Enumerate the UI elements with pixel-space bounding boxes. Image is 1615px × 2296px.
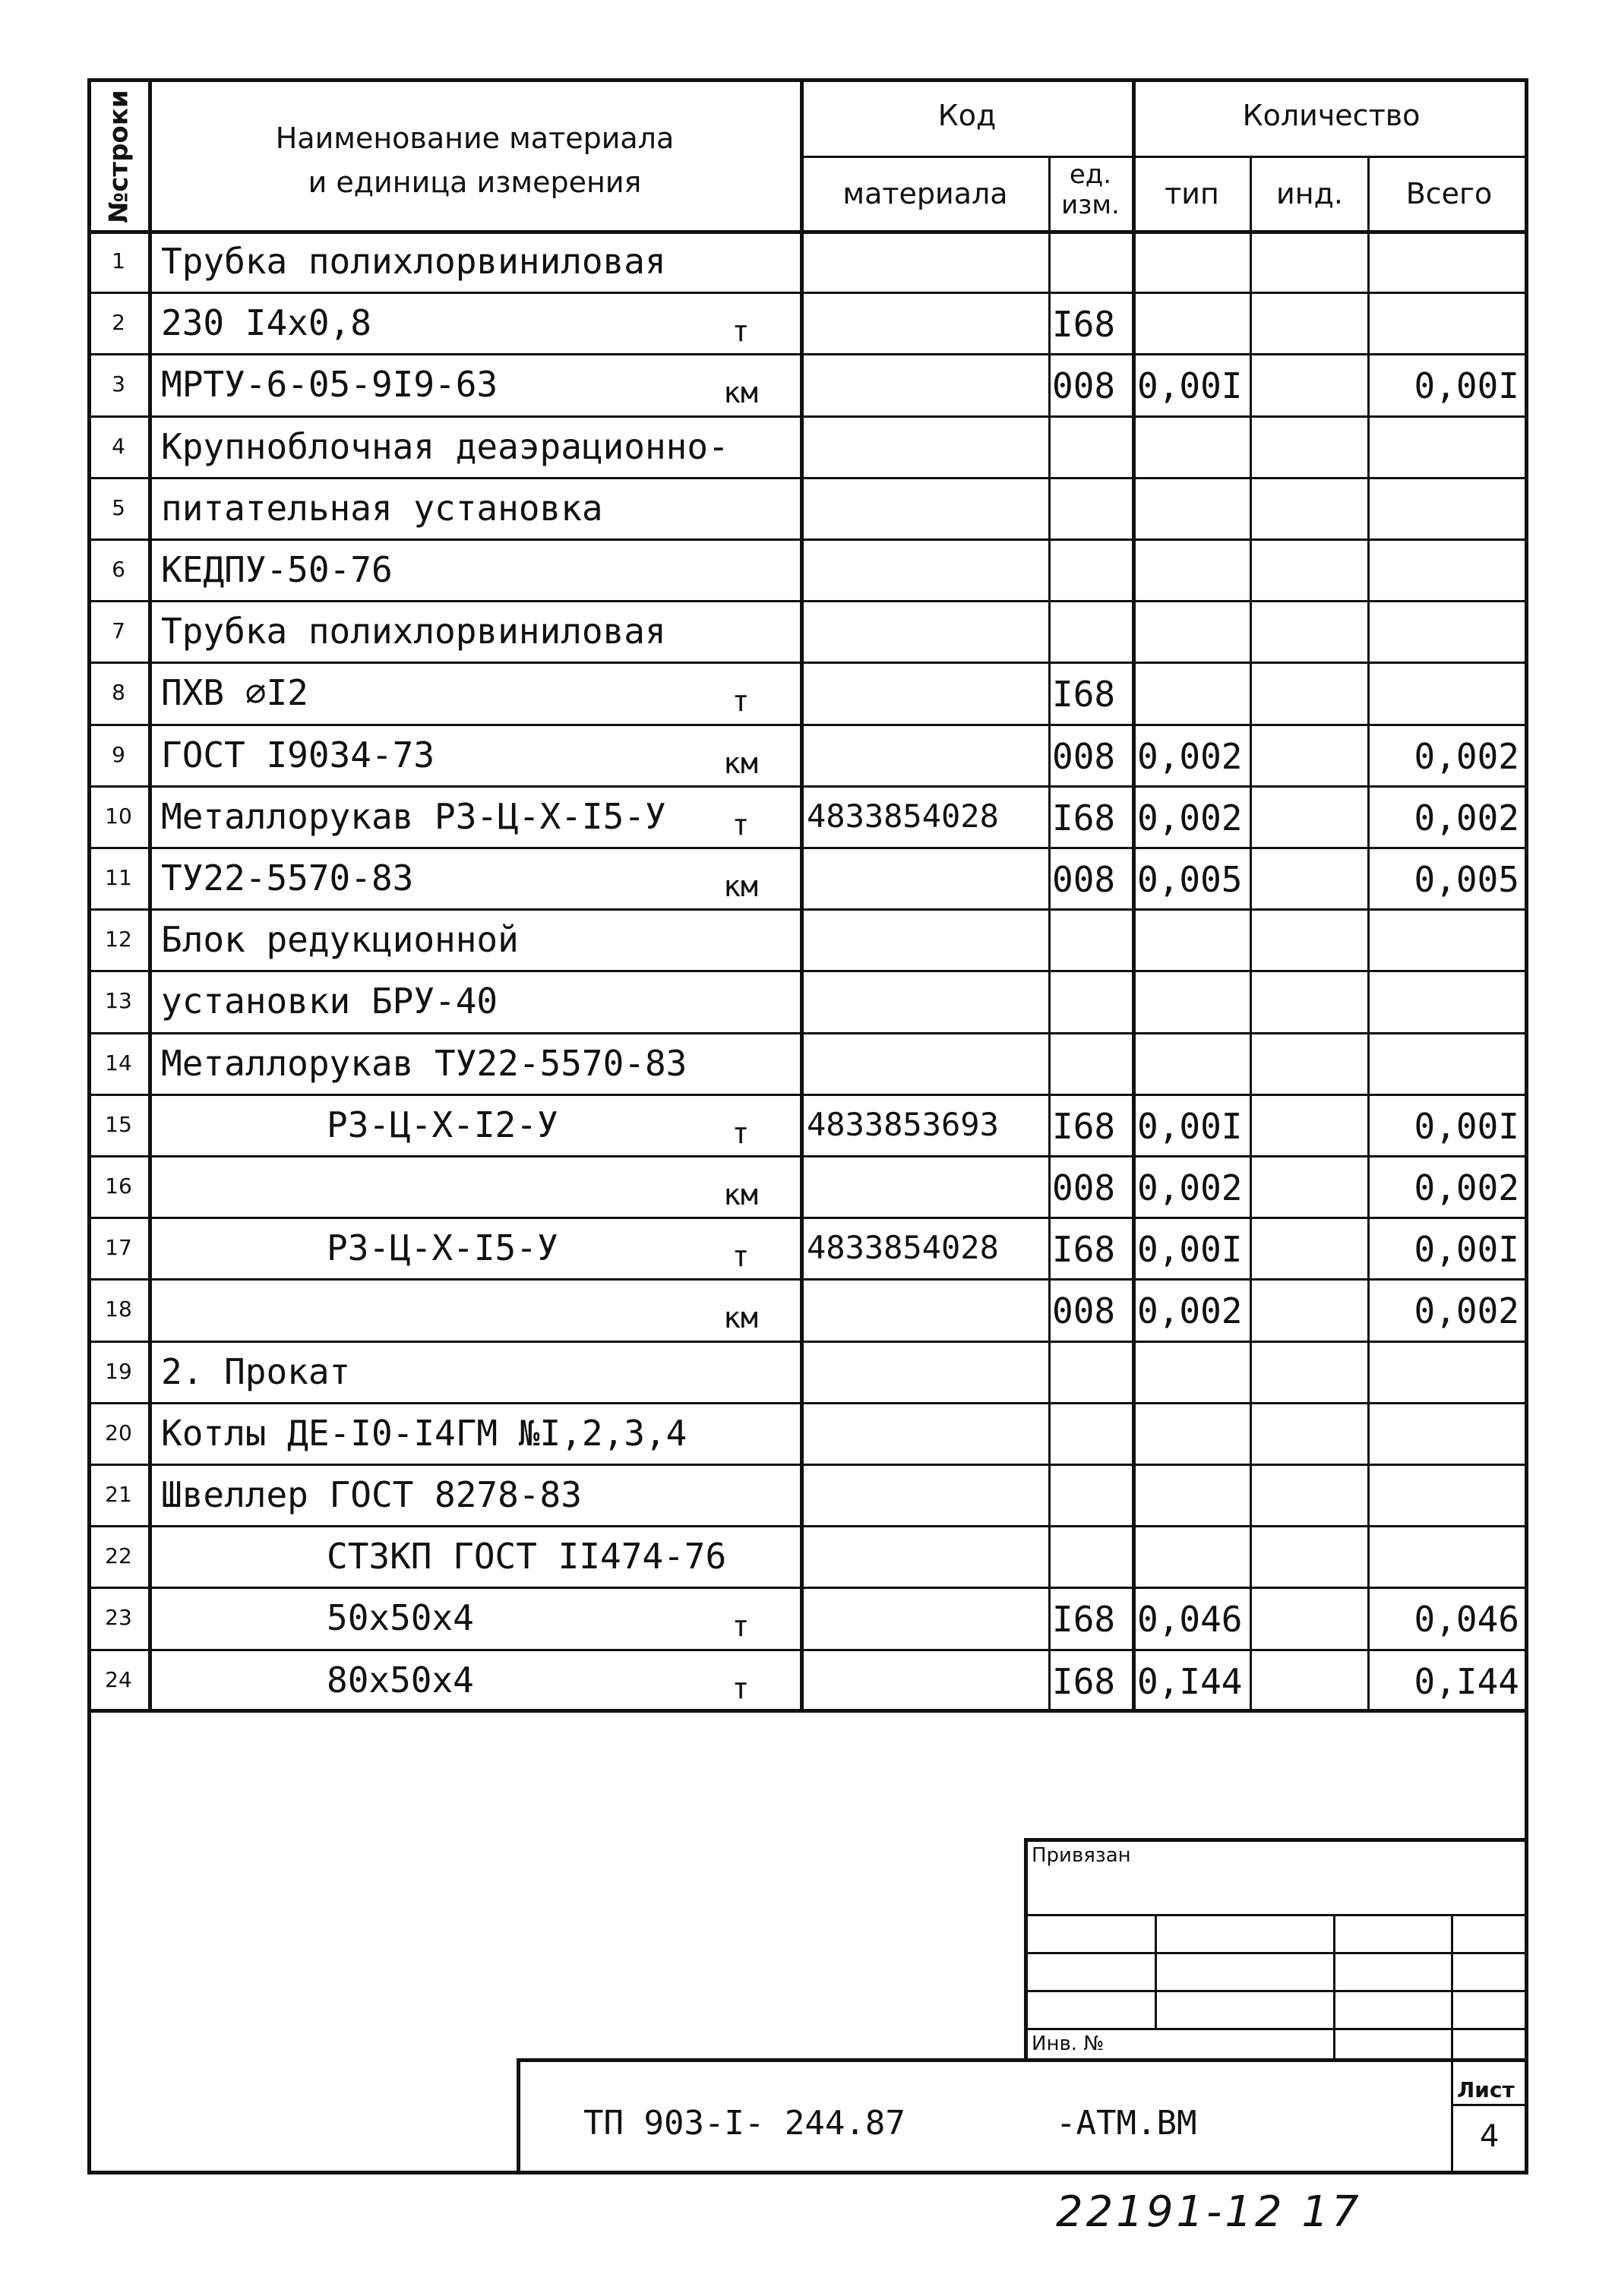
row-separator — [87, 600, 1528, 602]
inv-label: Инв. № — [1032, 2032, 1105, 2055]
col-line-ind — [1367, 156, 1370, 1711]
row-number: 12 — [105, 927, 132, 952]
row-number: 1 — [112, 248, 125, 273]
material-name: установки БРУ-40 — [161, 981, 498, 1022]
document-suffix: -АТМ.ВМ — [1056, 2104, 1197, 2143]
row-number: 3 — [112, 371, 125, 397]
cell-type: 0,00I — [1137, 1229, 1243, 1271]
row-separator — [87, 1587, 1528, 1589]
col-line-ucode — [1132, 78, 1136, 1711]
stamp-top-line — [1024, 1838, 1528, 1842]
sheet-number: 4 — [1480, 2119, 1500, 2154]
row-separator — [87, 1278, 1528, 1281]
material-name: 80x50x4 — [327, 1659, 474, 1701]
cell-total: 0,005 — [1414, 859, 1519, 900]
quantity-header: Количество — [1242, 99, 1421, 132]
row-separator — [87, 1155, 1528, 1157]
cell-ucode: I68 — [1052, 797, 1116, 838]
measure-unit: т — [732, 1116, 750, 1150]
material-name: Трубка полихлорвиниловая — [161, 241, 666, 282]
material-name: СТ3КП ГОСТ II474-76 — [327, 1536, 727, 1578]
material-name: питательная установка — [161, 487, 603, 529]
row-separator — [87, 415, 1528, 418]
cell-ucode: I68 — [1052, 1229, 1116, 1271]
unit-code-header-2: изм. — [1061, 190, 1120, 220]
stamp-col-2 — [1333, 1914, 1335, 2058]
row-separator — [87, 908, 1528, 911]
name-header-line1: Наименование материала — [275, 122, 675, 155]
measure-unit: км — [723, 870, 758, 903]
row-number: 22 — [105, 1543, 132, 1569]
row-separator — [87, 292, 1528, 294]
col-line-name — [800, 78, 804, 1711]
measure-unit: км — [723, 376, 758, 410]
row-number: 10 — [105, 803, 132, 829]
material-name: Трубка полихлорвиниловая — [161, 611, 666, 652]
material-name: 50x50x4 — [327, 1597, 474, 1639]
cell-type: 0,I44 — [1137, 1660, 1243, 1702]
material-name: Швеллер ГОСТ 8278-83 — [161, 1474, 582, 1515]
document-code: ТП 903-I- 244.87 — [583, 2104, 905, 2143]
material-name: КЕДПУ-50-76 — [161, 549, 393, 590]
measure-unit: т — [732, 1609, 750, 1644]
cell-ucode: 008 — [1052, 1167, 1116, 1208]
material-name: Блок редукционной — [161, 919, 519, 961]
material-name: РЗ-Ц-Х-I5-У — [327, 1227, 558, 1269]
material-name: Металлорукав ТУ22-5570-83 — [161, 1042, 687, 1084]
material-name: РЗ-Ц-Х-I2-У — [327, 1104, 558, 1145]
cell-type: 0,002 — [1137, 735, 1243, 777]
title-block-left-line — [517, 2058, 520, 2172]
cell-type: 0,00I — [1137, 365, 1243, 407]
cell-ucode: I68 — [1052, 674, 1116, 715]
cell-type: 0,002 — [1137, 1167, 1243, 1208]
measure-unit: т — [732, 1671, 750, 1705]
row-number: 9 — [112, 741, 125, 767]
row-number: 17 — [105, 1235, 132, 1261]
cell-total: 0,002 — [1414, 797, 1519, 838]
sheet-label-line — [1451, 2104, 1528, 2106]
stamp-col-3 — [1451, 1914, 1453, 2172]
total-header: Всего — [1405, 177, 1493, 210]
measure-unit: т — [732, 1240, 750, 1274]
row-number: 4 — [112, 433, 125, 459]
row-separator — [87, 1464, 1528, 1466]
cell-ucode: 008 — [1052, 365, 1116, 407]
material-name: ГОСТ I9034-73 — [161, 734, 435, 775]
material-name: ПХВ ∅I2 — [161, 672, 308, 714]
row-separator — [87, 724, 1528, 726]
material-name: Котлы ДЕ-I0-I4ГМ №I,2,3,4 — [161, 1412, 687, 1454]
row-number: 16 — [105, 1173, 132, 1199]
row-number: 19 — [105, 1358, 132, 1384]
cell-type: 0,005 — [1137, 859, 1243, 900]
header-bottom-line — [87, 230, 1528, 234]
row-separator — [87, 1094, 1528, 1096]
cell-total: 0,00I — [1414, 1229, 1519, 1271]
row-number: 18 — [105, 1296, 132, 1322]
type-header: тип — [1165, 177, 1219, 210]
cell-type: 0,002 — [1137, 1290, 1243, 1332]
row-number: 20 — [105, 1420, 132, 1445]
row-separator — [87, 477, 1528, 479]
row-number: 21 — [105, 1482, 132, 1507]
cell-total: 0,002 — [1414, 735, 1519, 777]
material-name: 230 I4x0,8 — [161, 302, 371, 344]
row-separator — [87, 1217, 1528, 1219]
individual-header: инд. — [1276, 177, 1343, 210]
cell-ucode: I68 — [1052, 1599, 1116, 1641]
col-line-material — [1048, 156, 1051, 1711]
row-number: 14 — [105, 1050, 132, 1075]
measure-unit: км — [723, 1178, 758, 1211]
row-separator — [87, 1649, 1528, 1651]
row-separator — [87, 353, 1528, 355]
material-name: 2. Прокат — [161, 1350, 351, 1392]
row-number-header: №строки — [104, 89, 134, 223]
row-separator — [87, 1402, 1528, 1404]
tied-label: Привязан — [1032, 1844, 1131, 1867]
row-number: 6 — [112, 557, 125, 582]
row-separator — [87, 1032, 1528, 1034]
cell-type: 0,046 — [1137, 1599, 1243, 1641]
cell-type: 0,00I — [1137, 1105, 1243, 1147]
row-number: 8 — [112, 680, 125, 706]
unit-code-header-1: ед. — [1069, 159, 1112, 190]
title-block-top-line — [517, 2058, 1528, 2062]
cell-ucode: 008 — [1052, 735, 1116, 777]
material-name: Крупноблочная деаэрационно- — [161, 425, 729, 467]
row-separator — [87, 538, 1528, 541]
row-number: 24 — [105, 1666, 132, 1692]
name-header-line2: и единица измерения — [308, 166, 642, 199]
material-name: Металлорукав РЗ-Ц-Х-I5-У — [161, 795, 666, 837]
row-separator — [87, 785, 1528, 788]
cell-type: 0,002 — [1137, 797, 1243, 838]
material-name: МРТУ-6-05-9I9-63 — [161, 364, 498, 406]
code-header: Код — [937, 99, 997, 132]
material-header: материала — [842, 177, 1008, 210]
cell-ucode: 008 — [1052, 1290, 1116, 1332]
col-line-num — [148, 78, 152, 1711]
row-number: 7 — [112, 618, 125, 644]
header-mid-line — [800, 156, 1528, 158]
row-number: 13 — [105, 988, 132, 1014]
cell-ucode: 008 — [1052, 859, 1116, 900]
stamp-col-1 — [1155, 1914, 1157, 2028]
cell-material: 4833854028 — [807, 1229, 999, 1267]
material-name: ТУ22-5570-83 — [161, 857, 414, 899]
cell-material: 4833853693 — [807, 1105, 999, 1143]
cell-ucode: I68 — [1052, 1105, 1116, 1147]
cell-total: 0,002 — [1414, 1290, 1519, 1332]
row-separator — [87, 970, 1528, 972]
cell-total: 0,00I — [1414, 365, 1519, 407]
measure-unit: т — [732, 684, 750, 718]
handwritten-note: 22191-12 17 — [1056, 2187, 1362, 2237]
cell-total: 0,046 — [1414, 1599, 1519, 1641]
cell-total: 0,00I — [1414, 1105, 1519, 1147]
cell-ucode: I68 — [1052, 304, 1116, 346]
row-separator — [87, 1341, 1528, 1343]
cell-total: 0,I44 — [1414, 1660, 1519, 1702]
measure-unit: т — [732, 314, 750, 349]
measure-unit: км — [723, 1301, 758, 1335]
measure-unit: т — [732, 807, 750, 842]
row-number: 23 — [105, 1605, 132, 1631]
row-number: 11 — [105, 865, 132, 890]
cell-material: 4833854028 — [807, 797, 999, 835]
table-bottom-line — [87, 1709, 1528, 1713]
row-separator — [87, 847, 1528, 849]
col-line-type — [1250, 156, 1252, 1711]
row-number: 15 — [105, 1111, 132, 1137]
measure-unit: км — [723, 746, 758, 780]
row-number: 5 — [112, 494, 125, 520]
stamp-left-line — [1024, 1838, 1028, 2058]
row-separator — [87, 662, 1528, 664]
sheet-label: Лист — [1457, 2077, 1515, 2102]
cell-total: 0,002 — [1414, 1167, 1519, 1208]
row-number: 2 — [112, 310, 125, 336]
row-separator — [87, 1525, 1528, 1527]
cell-ucode: I68 — [1052, 1660, 1116, 1702]
